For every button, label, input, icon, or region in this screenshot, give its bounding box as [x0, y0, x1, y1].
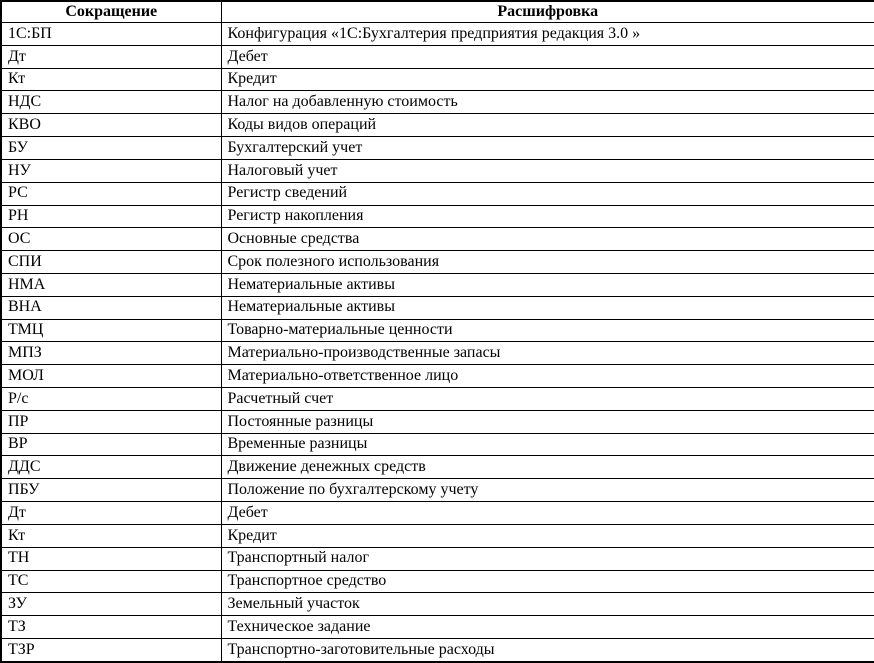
abbreviation-cell: ТЗР — [1, 638, 221, 662]
full-text-cell: Временные разницы — [221, 433, 874, 456]
abbreviation-cell: Кт — [1, 68, 221, 91]
full-text-cell: Основные средства — [221, 228, 874, 251]
table-row — [1, 114, 874, 137]
table-row — [1, 616, 874, 639]
full-text-cell: Товарно-материальные ценности — [221, 319, 874, 342]
table-row — [1, 91, 874, 114]
abbreviation-cell: Р/с — [1, 388, 221, 411]
table-row — [1, 228, 874, 251]
full-text-cell: Срок полезного использования — [221, 251, 874, 274]
abbreviation-cell: РН — [1, 205, 221, 228]
column-header-abbreviation: Сокращение — [1, 1, 221, 23]
table-row — [1, 182, 874, 205]
full-text-cell: Материально-производственные запасы — [221, 342, 874, 365]
table-row — [1, 45, 874, 68]
table-row — [1, 342, 874, 365]
table-row — [1, 456, 874, 479]
table-row — [1, 524, 874, 547]
abbreviation-cell: ТМЦ — [1, 319, 221, 342]
abbreviation-cell: ТН — [1, 547, 221, 570]
column-header-full: Расшифровка — [221, 1, 874, 23]
abbreviation-cell: ТЗ — [1, 616, 221, 639]
full-text-cell: Расчетный счет — [221, 388, 874, 411]
abbreviation-cell: КВО — [1, 114, 221, 137]
table-row — [1, 638, 874, 662]
abbreviation-cell: МОЛ — [1, 365, 221, 388]
full-text-cell: Нематериальные активы — [221, 296, 874, 319]
full-text-cell: Регистр накопления — [221, 205, 874, 228]
full-text-cell: Транспортно-заготовительные расходы — [221, 638, 874, 662]
full-text-cell: Постоянные разницы — [221, 410, 874, 433]
full-text-cell: Конфигурация «1С:Бухгалтерия предприятия редакция 3.0 » — [221, 23, 874, 46]
table-row — [1, 410, 874, 433]
table-row — [1, 479, 874, 502]
table-row — [1, 570, 874, 593]
full-text-cell: Положение по бухгалтерскому учету — [221, 479, 874, 502]
table-row — [1, 365, 874, 388]
table-row — [1, 388, 874, 411]
table-row — [1, 296, 874, 319]
abbreviation-cell: НУ — [1, 159, 221, 182]
full-text-cell: Коды видов операций — [221, 114, 874, 137]
full-text-cell: Техническое задание — [221, 616, 874, 639]
full-text-cell: Бухгалтерский учет — [221, 137, 874, 160]
abbreviation-cell: Дт — [1, 502, 221, 525]
table-row — [1, 502, 874, 525]
full-text-cell: Дебет — [221, 45, 874, 68]
abbreviation-cell: НДС — [1, 91, 221, 114]
table-row — [1, 547, 874, 570]
table-row — [1, 205, 874, 228]
abbreviation-cell: БУ — [1, 137, 221, 160]
abbreviation-cell: Дт — [1, 45, 221, 68]
table-row — [1, 137, 874, 160]
abbreviation-cell: ПБУ — [1, 479, 221, 502]
full-text-cell: Движение денежных средств — [221, 456, 874, 479]
abbreviation-cell: ЗУ — [1, 593, 221, 616]
table-body — [1, 23, 874, 663]
abbreviation-cell: ПР — [1, 410, 221, 433]
table-row — [1, 23, 874, 46]
full-text-cell: Транспортное средство — [221, 570, 874, 593]
abbreviation-cell: ТС — [1, 570, 221, 593]
table-row — [1, 433, 874, 456]
table-row — [1, 593, 874, 616]
table-row — [1, 251, 874, 274]
full-text-cell: Налог на добавленную стоимость — [221, 91, 874, 114]
abbreviation-cell: ДДС — [1, 456, 221, 479]
table-row — [1, 159, 874, 182]
full-text-cell: Налоговый учет — [221, 159, 874, 182]
abbreviation-cell: НМА — [1, 273, 221, 296]
abbreviation-cell: СПИ — [1, 251, 221, 274]
table-header-row — [1, 1, 874, 23]
full-text-cell: Материально-ответственное лицо — [221, 365, 874, 388]
abbreviation-cell: ВР — [1, 433, 221, 456]
abbreviation-cell: ОС — [1, 228, 221, 251]
abbreviation-cell: РС — [1, 182, 221, 205]
abbreviation-cell: 1С:БП — [1, 23, 221, 46]
full-text-cell: Дебет — [221, 502, 874, 525]
full-text-cell: Регистр сведений — [221, 182, 874, 205]
abbreviation-cell: Кт — [1, 524, 221, 547]
table-row — [1, 273, 874, 296]
table-row — [1, 319, 874, 342]
abbreviation-cell: МПЗ — [1, 342, 221, 365]
full-text-cell: Нематериальные активы — [221, 273, 874, 296]
full-text-cell: Транспортный налог — [221, 547, 874, 570]
table-row — [1, 68, 874, 91]
abbreviation-cell: ВНА — [1, 296, 221, 319]
full-text-cell: Кредит — [221, 68, 874, 91]
full-text-cell: Кредит — [221, 524, 874, 547]
full-text-cell: Земельный участок — [221, 593, 874, 616]
